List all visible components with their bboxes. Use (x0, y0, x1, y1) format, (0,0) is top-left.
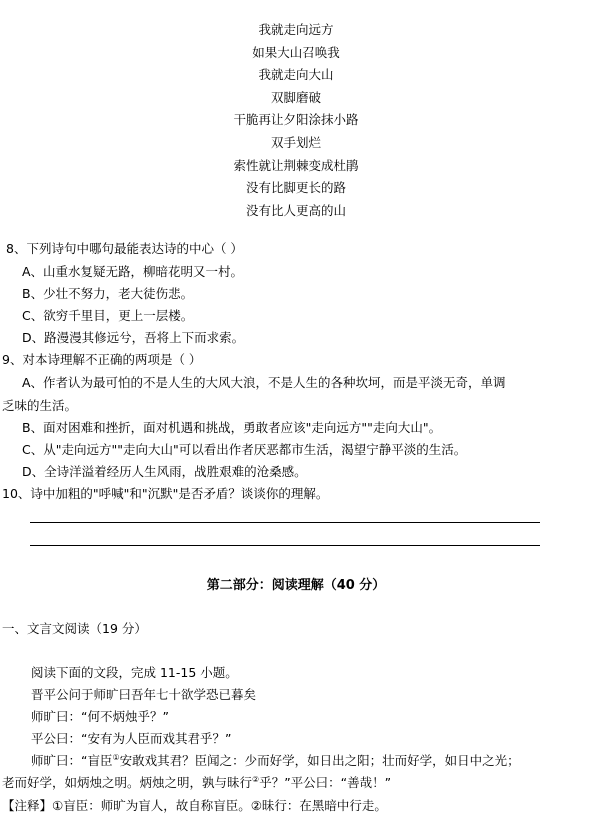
poem-line: 没有比人更高的山 (245, 202, 346, 218)
poem (0, 19, 592, 222)
poem-line: 索性就让荆棘变成杜鹃 (233, 157, 359, 173)
question-8-option-c: C、欲穷千里目，更上一层楼。 (22, 308, 194, 323)
classical-passage-line: 平公曰：“安有为人臣而戏其君乎？” (31, 731, 232, 746)
question-10-stem: 10、诗中加粗的"呼喊"和"沉默"是否矛盾？谈谈你的理解。 (2, 486, 329, 501)
classical-instruction: 阅读下面的文段，完成 11-15 小题。 (31, 665, 238, 680)
poem-line: 没有比脚更长的路 (245, 180, 346, 196)
question-9-stem: 9、对本诗理解不正确的两项是（ ） (2, 352, 202, 367)
part-two-title: 第二部分：阅读理解（40 分） (206, 578, 386, 593)
question-9-option-a: A、作者认为最可怕的不是人生的大风大浪，不是人生的各种坎坷，而是平淡无奇，单调 (22, 375, 506, 390)
classical-section-heading: 一、文言文阅读（19 分） (2, 621, 147, 636)
question-8-option-a: A、山重水复疑无路，柳暗花明又一村。 (22, 264, 244, 279)
passage-text: 师旷曰：“盲臣 (31, 753, 113, 768)
poem-line: 双脚磨破 (270, 89, 321, 105)
passage-text: 老而好学，如炳烛之明。炳烛之明，孰与昧行 (2, 775, 253, 790)
classical-passage-line: 师旷曰：“何不炳烛乎？” (31, 709, 169, 724)
poem-line: 双手划烂 (270, 134, 321, 150)
passage-text: 乎？”平公曰：“善哉！” (259, 775, 392, 790)
question-9-option-d: D、全诗洋溢着经历人生风雨，战胜艰难的沧桑感。 (22, 464, 307, 479)
poem-line: 我就走向大山 (258, 67, 334, 83)
question-9-option-b: B、面对困难和挫折，面对机遇和挑战，勇敢者应该"走向远方""走向大山"。 (22, 420, 442, 435)
question-8-option-d: D、路漫漫其修远兮，吾将上下而求索。 (22, 330, 245, 345)
poem-line: 如果大山召唤我 (252, 44, 340, 60)
classical-passage-line: 晋平公问于师旷曰吾年七十欲学恐已暮矣 (31, 687, 257, 702)
classical-notes: 【注释】①盲臣：师旷为盲人，故自称盲臣。②昧行：在黑暗中行走。 (2, 798, 387, 813)
footnote-mark: ② (252, 774, 260, 784)
question-9-option-c: C、从"走向远方""走向大山"可以看出作者厌恶都市生活，渴望宁静平淡的生活。 (22, 442, 467, 457)
classical-passage-line (2, 774, 391, 792)
answer-line (30, 522, 540, 523)
poem-line: 干脆再让夕阳涂抹小路 (233, 112, 359, 128)
question-8-option-b: B、少壮不努力，老大徒伤悲。 (22, 286, 194, 301)
question-8-stem: 8、下列诗句中哪句最能表达诗的中心（ ） (6, 241, 243, 256)
question-9-option-a-cont: 乏味的生活。 (2, 398, 78, 413)
passage-text: 安敢戏其君？臣闻之：少而好学，如日出之阳；壮而好学，如日中之光； (119, 753, 520, 768)
footnote-mark: ① (112, 752, 120, 762)
poem-line: 我就走向远方 (258, 22, 334, 37)
answer-line (30, 545, 540, 546)
classical-passage-line (31, 752, 520, 770)
